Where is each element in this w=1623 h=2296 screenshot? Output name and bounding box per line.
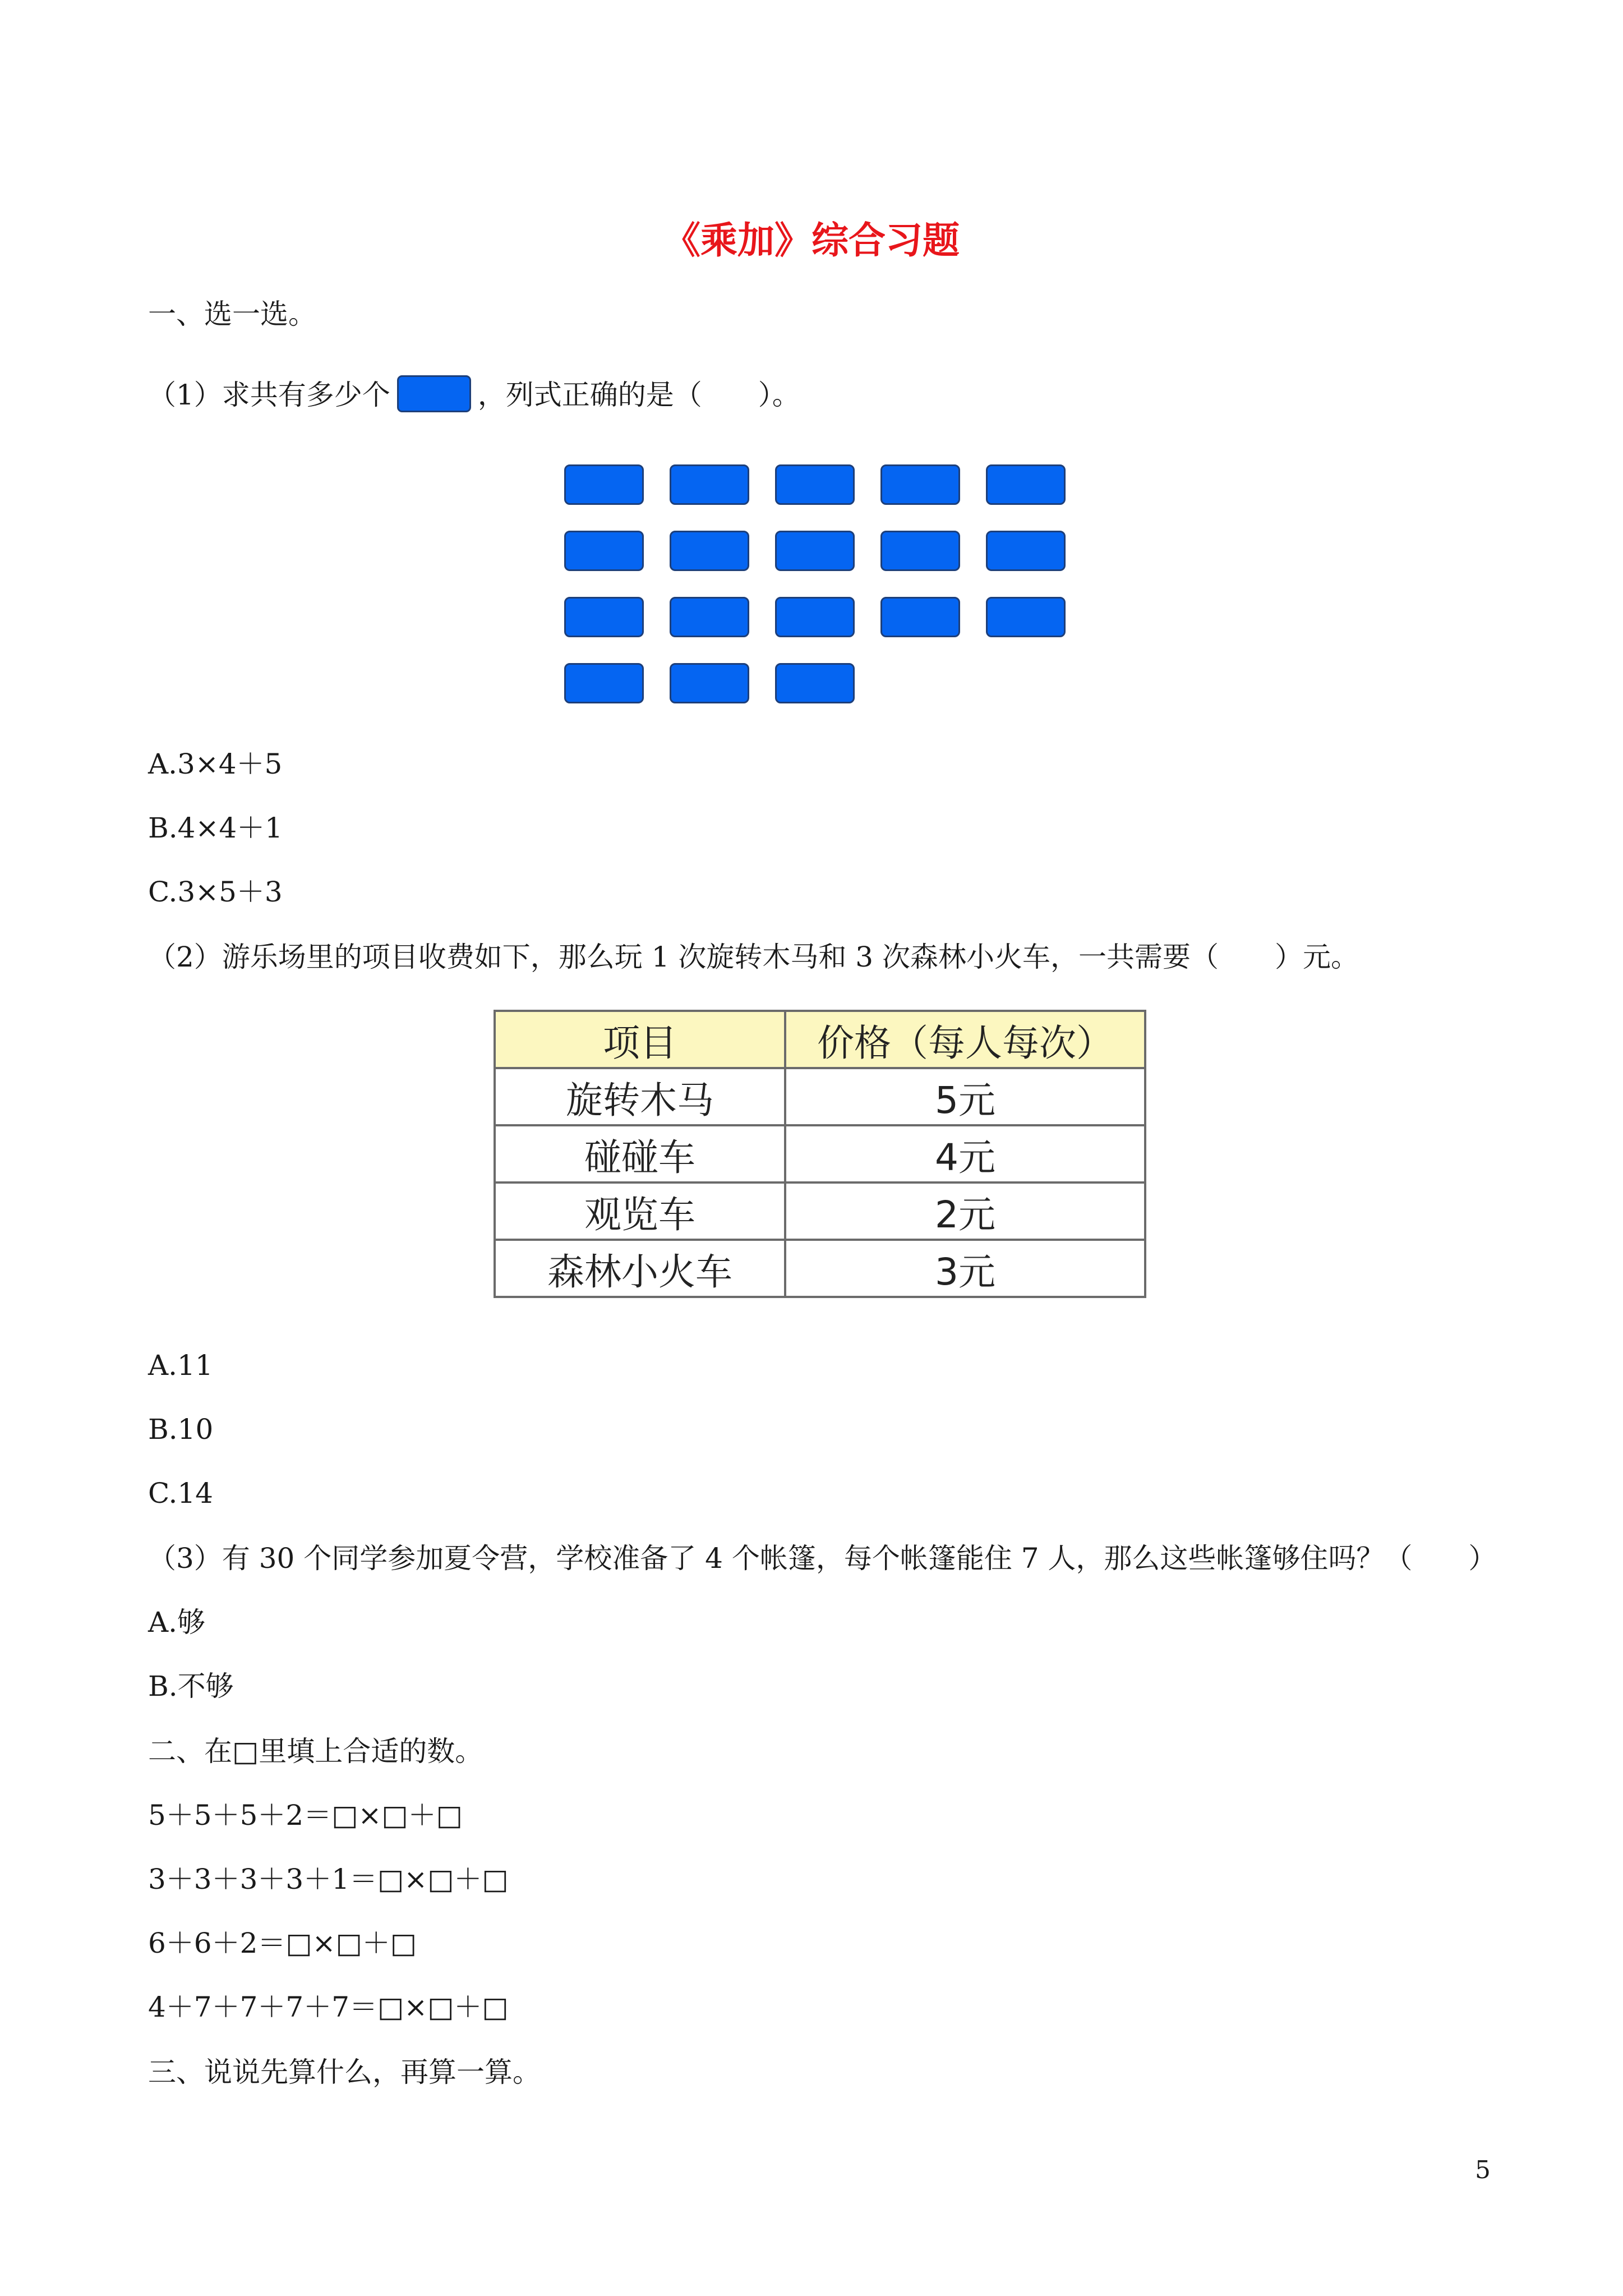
section-1-heading: 一、选一选。 [148, 298, 316, 330]
item-cell: 观览车 [495, 1182, 785, 1240]
question-1-prefix: （1）求共有多少个 [148, 379, 390, 411]
price-cell: 2元 [785, 1182, 1145, 1240]
blue-block [775, 464, 855, 505]
question-2: （2）游乐场里的项目收费如下，那么玩 1 次旋转木马和 3 次森林小火车，一共需要（ ）元。 [148, 941, 1359, 973]
blue-block [880, 531, 960, 571]
item-cell: 森林小火车 [495, 1240, 785, 1297]
blue-block [986, 531, 1066, 571]
table-header-row [495, 1011, 1145, 1068]
q1-option-c: C.3×5＋3 [148, 876, 283, 908]
q3-option-b: B.不够 [148, 1670, 234, 1703]
item-cell: 碰碰车 [495, 1125, 785, 1182]
blue-block [670, 663, 749, 703]
page-number: 5 [1475, 2156, 1491, 2184]
section-3-heading: 三、说说先算什么，再算一算。 [148, 2056, 541, 2088]
section-2-heading: 二、在□里填上合适的数。 [148, 1735, 483, 1768]
blue-block [564, 531, 644, 571]
fill-line: 6＋6＋2＝□×□＋□ [148, 1927, 417, 1959]
blue-block [670, 531, 749, 571]
price-table [494, 1010, 1146, 1298]
header-price: 价格（每人每次） [785, 1011, 1145, 1068]
table-row [495, 1182, 1145, 1240]
table-row [495, 1125, 1145, 1182]
q1-option-b: B.4×4＋1 [148, 812, 283, 844]
table-row [495, 1240, 1145, 1297]
price-cell: 3元 [785, 1240, 1145, 1297]
blue-block [564, 663, 644, 703]
q3-option-a: A.够 [148, 1606, 206, 1639]
blue-block-icon [397, 375, 471, 412]
blue-block [775, 663, 855, 703]
blue-block [880, 464, 960, 505]
blue-block [880, 597, 960, 637]
blue-block [564, 464, 644, 505]
q1-option-a: A.3×4＋5 [148, 748, 283, 780]
blue-block [670, 464, 749, 505]
fill-line: 5＋5＋5＋2＝□×□＋□ [148, 1799, 463, 1832]
price-cell: 4元 [785, 1125, 1145, 1182]
question-3: （3）有 30 个同学参加夏令营，学校准备了 4 个帐篷，每个帐篷能住 7 人，那么这些帐篷够住吗？（ ） [148, 1542, 1497, 1575]
question-1-suffix: ，列式正确的是（ ）。 [477, 379, 800, 411]
item-cell: 旋转木马 [495, 1068, 785, 1125]
question-1 [148, 378, 800, 416]
page-title: 《乘加》综合习题 [663, 218, 960, 262]
blue-block [775, 531, 855, 571]
blue-block [986, 464, 1066, 505]
q2-option-a: A.11 [148, 1349, 213, 1382]
fill-line: 4＋7＋7＋7＋7＝□×□＋□ [148, 1991, 509, 2023]
header-item: 项目 [495, 1011, 785, 1068]
q2-option-c: C.14 [148, 1477, 213, 1510]
price-cell: 5元 [785, 1068, 1145, 1125]
blue-block [775, 597, 855, 637]
blue-block [986, 597, 1066, 637]
blue-block [564, 597, 644, 637]
fill-line: 3＋3＋3＋3＋1＝□×□＋□ [148, 1863, 509, 1895]
table-row [495, 1068, 1145, 1125]
blue-block [670, 597, 749, 637]
q2-option-b: B.10 [148, 1413, 214, 1446]
